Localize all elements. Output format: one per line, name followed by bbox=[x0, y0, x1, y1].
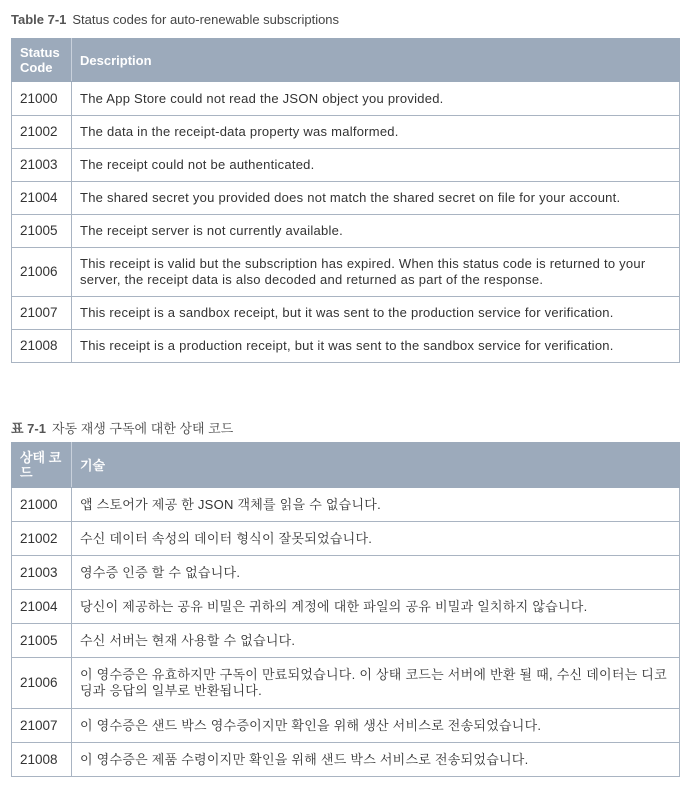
header-status-code-line1: 상태 코 bbox=[20, 450, 62, 465]
table-header-row bbox=[12, 443, 680, 488]
description-cell: 앱 스토어가 제공 한 JSON 객체를 읽을 수 없습니다. bbox=[72, 488, 680, 522]
description-cell: 수신 데이터 속성의 데이터 형식이 잘못되었습니다. bbox=[72, 522, 680, 556]
status-codes-table-ko bbox=[11, 442, 680, 777]
table-number-en: Table 7-1 bbox=[11, 12, 67, 27]
table-row bbox=[12, 297, 680, 330]
table-row bbox=[12, 116, 680, 149]
status-code-cell: 21005 bbox=[12, 624, 72, 658]
status-code-cell: 21002 bbox=[12, 522, 72, 556]
status-code-cell: 21002 bbox=[12, 116, 72, 149]
table-title-en: Status codes for auto-renewable subscriptions bbox=[72, 12, 340, 27]
header-status-code bbox=[12, 443, 72, 488]
description-cell: This receipt is a production receipt, but it was sent to the sandbox service for verification. bbox=[72, 330, 680, 363]
description-cell: 이 영수증은 샌드 박스 영수증이지만 확인을 위해 생산 서비스로 전송되었습니다. bbox=[72, 709, 680, 743]
description-cell: The App Store could not read the JSON object you provided. bbox=[72, 82, 680, 116]
header-status-code-line1: Status bbox=[20, 45, 60, 60]
table-row bbox=[12, 82, 680, 116]
description-cell: The data in the receipt-data property was malformed. bbox=[72, 116, 680, 149]
status-code-cell: 21007 bbox=[12, 709, 72, 743]
table-row bbox=[12, 556, 680, 590]
status-codes-table-en bbox=[11, 38, 680, 363]
status-code-cell: 21004 bbox=[12, 182, 72, 215]
header-description: 기술 bbox=[72, 443, 680, 488]
status-code-cell: 21005 bbox=[12, 215, 72, 248]
table-row bbox=[12, 182, 680, 215]
status-code-cell: 21000 bbox=[12, 488, 72, 522]
description-cell: 영수증 인증 할 수 없습니다. bbox=[72, 556, 680, 590]
description-cell: 당신이 제공하는 공유 비밀은 귀하의 계정에 대한 파일의 공유 비밀과 일치하지 않습니다. bbox=[72, 590, 680, 624]
description-cell: 이 영수증은 유효하지만 구독이 만료되었습니다. 이 상태 코드는 서버에 반환 될 때, 수신 데이터는 디코딩과 응답의 일부로 반환됩니다. bbox=[72, 658, 680, 709]
table-row bbox=[12, 149, 680, 182]
table-number-ko: 표 7-1 bbox=[11, 421, 46, 436]
table-caption-ko bbox=[11, 418, 233, 437]
description-cell: The receipt could not be authenticated. bbox=[72, 149, 680, 182]
table-row bbox=[12, 248, 680, 297]
table-row bbox=[12, 522, 680, 556]
status-code-cell: 21008 bbox=[12, 743, 72, 777]
table-caption-en bbox=[11, 12, 339, 27]
table-row bbox=[12, 215, 680, 248]
description-cell: 수신 서버는 현재 사용할 수 없습니다. bbox=[72, 624, 680, 658]
description-cell: The shared secret you provided does not match the shared secret on file for your account. bbox=[72, 182, 680, 215]
status-code-cell: 21008 bbox=[12, 330, 72, 363]
status-code-cell: 21003 bbox=[12, 556, 72, 590]
status-code-cell: 21007 bbox=[12, 297, 72, 330]
table-row bbox=[12, 709, 680, 743]
status-code-cell: 21006 bbox=[12, 248, 72, 297]
header-status-code-line2: Code bbox=[20, 60, 53, 75]
table-row bbox=[12, 488, 680, 522]
description-cell: This receipt is a sandbox receipt, but it was sent to the production service for verification. bbox=[72, 297, 680, 330]
description-cell: This receipt is valid but the subscription has expired. When this status code is returned to your server, the receipt data is also decoded and returned as part of the response. bbox=[72, 248, 680, 297]
status-code-cell: 21000 bbox=[12, 82, 72, 116]
description-cell: 이 영수증은 제품 수령이지만 확인을 위해 샌드 박스 서비스로 전송되었습니다. bbox=[72, 743, 680, 777]
table-title-ko: 자동 재생 구독에 대한 상태 코드 bbox=[51, 421, 234, 436]
status-code-cell: 21004 bbox=[12, 590, 72, 624]
table-row bbox=[12, 624, 680, 658]
table-row bbox=[12, 590, 680, 624]
table-row bbox=[12, 330, 680, 363]
header-status-code bbox=[12, 39, 72, 82]
table-row bbox=[12, 743, 680, 777]
header-status-code-line2: 드 bbox=[20, 465, 33, 480]
table-header-row bbox=[12, 39, 680, 82]
status-code-cell: 21003 bbox=[12, 149, 72, 182]
table-row bbox=[12, 658, 680, 709]
status-code-cell: 21006 bbox=[12, 658, 72, 709]
header-description: Description bbox=[72, 39, 680, 82]
description-cell: The receipt server is not currently available. bbox=[72, 215, 680, 248]
